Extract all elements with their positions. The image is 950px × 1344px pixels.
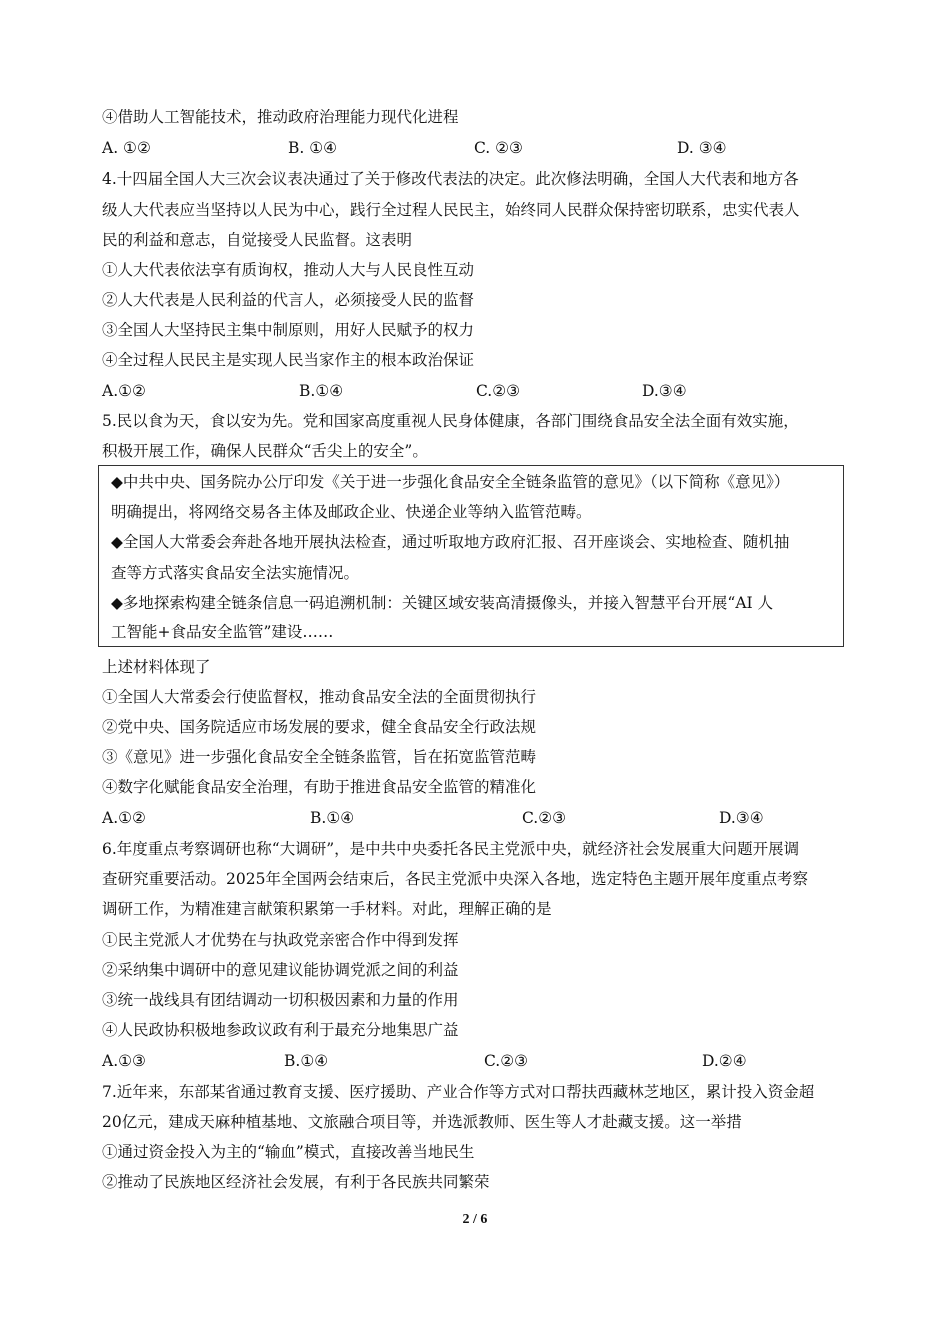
q7-stem-line-1: 7.近年来，东部某省通过教育支援、医疗援助、产业合作等方式对口帮扶西藏林芝地区，累计投入资金超: [102, 1083, 815, 1101]
q3-option-b: B. ①④: [288, 139, 338, 157]
q6-option-a: A.①③: [102, 1052, 146, 1070]
q4-stem-line-2: 级人大代表应当坚持以人民为中心，践行全过程人民民主，始终同人民群众保持密切联系，忠实代表人: [102, 201, 800, 219]
q4-option-c: C.②③: [476, 382, 521, 400]
q5-material-line-5: ◆多地探索构建全链条信息一码追溯机制：关键区域安装高清摄像头，并接入智慧平台开展“AI 人: [111, 594, 774, 612]
q5-options: [102, 807, 862, 829]
q7-item-2: ②推动了民族地区经济社会发展，有利于各民族共同繁荣: [102, 1173, 490, 1191]
q5-material-box: [98, 465, 844, 647]
q5-stem-line-1: 5.民以食为天，食以安为先。党和国家高度重视人民身体健康，各部门围绕食品安全法全面有效实施，: [102, 412, 799, 430]
q4-option-b: B.①④: [299, 382, 344, 400]
q4-stem-line-1: 4.十四届全国人大三次会议表决通过了关于修改代表法的决定。此次修法明确，全国人大代表和地方各: [102, 170, 799, 188]
q4-item-4: ④全过程人民民主是实现人民当家作主的根本政治保证: [102, 351, 475, 369]
q5-item-1: ①全国人大常委会行使监督权，推动食品安全法的全面贯彻执行: [102, 688, 537, 706]
q6-item-1: ①民主党派人才优势在与执政党亲密合作中得到发挥: [102, 931, 459, 949]
q5-option-c: C.②③: [522, 809, 567, 827]
q4-item-3: ③全国人大坚持民主集中制原则，用好人民赋予的权力: [102, 321, 475, 339]
q3-option-a: A. ①②: [102, 139, 151, 157]
q5-item-2: ②党中央、国务院适应市场发展的要求，健全食品安全行政法规: [102, 718, 537, 736]
q5-material-line-6: 工智能+食品安全监管”建设……: [111, 623, 334, 641]
q5-item-4: ④数字化赋能食品安全治理，有助于推进食品安全监管的精准化: [102, 778, 537, 796]
q6-item-3: ③统一战线具有团结调动一切积极因素和力量的作用: [102, 991, 459, 1009]
q5-option-b: B.①④: [310, 809, 355, 827]
q7-stem-line-2: 20亿元，建成天麻种植基地、文旅融合项目等，并选派教师、医生等人才赴藏支援。这一举措: [102, 1113, 742, 1131]
q6-option-c: C.②③: [484, 1052, 529, 1070]
q5-material-line-3: ◆全国人大常委会奔赴各地开展执法检查，通过听取地方政府汇报、召开座谈会、实地检查、随机抽: [111, 533, 790, 551]
q6-option-b: B.①④: [284, 1052, 329, 1070]
q3-item-4: ④借助人工智能技术，推动政府治理能力现代化进程: [102, 108, 459, 126]
q5-material-line-4: 查等方式落实食品安全法实施情况。: [111, 564, 360, 582]
q4-stem-line-3: 民的利益和意志，自觉接受人民监督。这表明: [102, 231, 413, 249]
q4-options: [102, 380, 862, 402]
q5-material-line-2: 明确提出，将网络交易各主体及邮政企业、快递企业等纳入监管范畴。: [111, 503, 592, 521]
q6-options: [102, 1050, 862, 1072]
q6-option-d: D.②④: [702, 1052, 747, 1070]
q6-item-2: ②采纳集中调研中的意见建议能协调党派之间的利益: [102, 961, 459, 979]
q5-material-line-1: ◆中共中央、国务院办公厅印发《关于进一步强化食品安全全链条监管的意见》（以下简称《意见》）: [111, 473, 790, 491]
q6-stem-line-2: 查研究重要活动。2025年全国两会结束后，各民主党派中央深入各地，选定特色主题开展年度重点考察: [102, 870, 808, 888]
q7-item-1: ①通过资金投入为主的“输血”模式，直接改善当地民生: [102, 1143, 475, 1161]
q3-option-c: C. ②③: [474, 139, 523, 157]
q4-option-a: A.①②: [102, 382, 146, 400]
q6-stem-line-1: 6.年度重点考察调研也称“大调研”，是中共中央委托各民主党派中央，就经济社会发展重大问题开展调: [102, 840, 800, 858]
q6-item-4: ④人民政协积极地参政议政有利于最充分地集思广益: [102, 1021, 459, 1039]
q4-item-1: ①人大代表依法享有质询权，推动人大与人民良性互动: [102, 261, 475, 279]
q5-item-3: ③《意见》进一步强化食品安全全链条监管，旨在拓宽监管范畴: [102, 748, 537, 766]
q5-stem-line-2: 积极开展工作，确保人民群众“舌尖上的安全”。: [102, 442, 428, 460]
q4-item-2: ②人大代表是人民利益的代言人，必须接受人民的监督: [102, 291, 475, 309]
q6-stem-line-3: 调研工作，为精准建言献策积累第一手材料。对此，理解正确的是: [102, 900, 552, 918]
q4-option-d: D.③④: [642, 382, 687, 400]
q5-lead: 上述材料体现了: [102, 658, 211, 676]
q5-option-a: A.①②: [102, 809, 146, 827]
q3-options: [102, 137, 862, 159]
q3-option-d: D. ③④: [677, 139, 727, 157]
page-number: 2 / 6: [462, 1212, 488, 1227]
q5-option-d: D.③④: [719, 809, 764, 827]
